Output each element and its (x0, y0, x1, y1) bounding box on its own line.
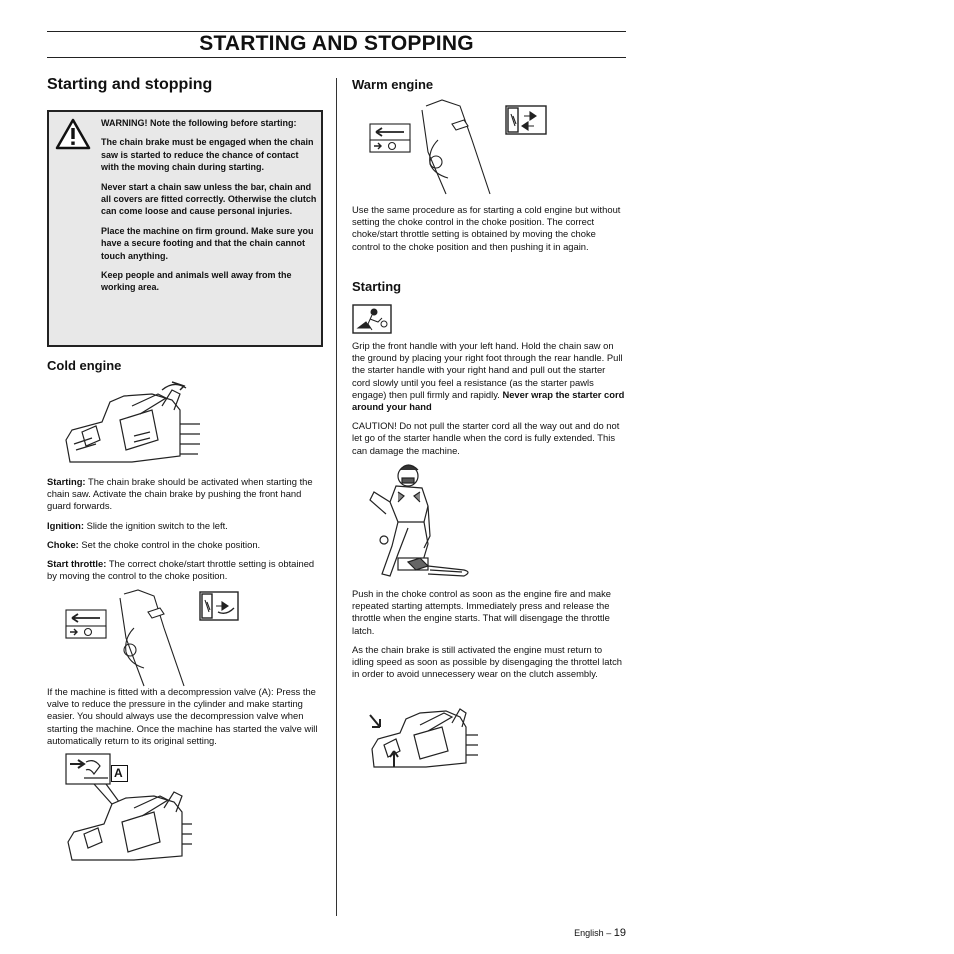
starting-text-block (352, 340, 626, 464)
starting-warning-bold: Never wrap the starter cord around your hand (352, 388, 625, 413)
person-starting-saw-illustration (368, 462, 478, 582)
decompression-valve-illustration (64, 752, 192, 862)
starting-instructions: Grip the front handle with your left hand. Hold the chain saw on the ground by placing your right foot through the rear handle. Pull the starter handle with your right hand and pull out the starter cord slowly until you feel a resistance (as the starter pawls engage) then pull firmly and rapidly. (352, 340, 623, 400)
warm-choke-illustration (368, 96, 550, 196)
callout-a-label: A (114, 766, 123, 780)
warm-engine-title: Warm engine (352, 77, 434, 92)
chain-brake-text: As the chain brake is still activated the engine must return to idling speed as soon as possible by disengaging the throttel latch in order to avoid unnecessery wear on the clutch assembly. (352, 643, 622, 680)
warning-item: The chain brake must be engaged when the chain saw is started to reduce the chance of contact with the moving chain during starting. (101, 137, 314, 173)
start-throttle-label: Start throttle: (47, 558, 107, 570)
cold-engine-title: Cold engine (47, 358, 122, 373)
decompression-text: If the machine is fitted with a decompression valve (A): Press the valve to reduce the pressure in the cylinder and make starting easier. You should always use the decompression valve when starting the machine. Once the machine has started the valve will automatically return to its original setting. (47, 686, 318, 746)
footer-separator: – (606, 928, 612, 938)
page-title: STARTING AND STOPPING (199, 32, 474, 55)
push-in-text: Push in the choke control as soon as the engine fire and make repeated starting attempts. Immediately press and release the throttle when the engine starts. That will disengage the throttle latch. (352, 588, 612, 636)
ignition-label: Ignition: (47, 519, 84, 531)
starting-text: The chain brake should be activated when starting the chain saw. Activate the chain brake by pushing the front hand guard forwards. (47, 476, 313, 512)
after-start-text (352, 588, 626, 687)
page-number: 19 (613, 927, 626, 939)
column-divider (336, 78, 337, 916)
choke-text: Set the choke control in the choke position. (81, 538, 261, 550)
warning-item: Keep people and animals well away from the working area. (101, 270, 292, 293)
warning-item: Place the machine on firm ground. Make sure you have a secure footing and that the chain cannot touch anything. (101, 225, 314, 261)
ignition-text: Slide the ignition switch to the left. (86, 519, 228, 531)
warning-lead: WARNING! Note the following before starting: (101, 118, 297, 128)
cold-engine-text (47, 476, 319, 589)
warning-box (47, 110, 323, 347)
footer-language: English (574, 928, 604, 938)
starting-symbol-icon (352, 304, 392, 334)
choke-label: Choke: (47, 538, 79, 550)
section-title: Starting and stopping (47, 76, 213, 93)
starting-title: Starting (352, 279, 402, 294)
warning-item: Never start a chain saw unless the bar, chain and all covers are fitted correctly. Otherwise the clutch can come loose and cause personal injuries. (101, 181, 317, 217)
header-bottom-rule (47, 57, 626, 58)
throttle-latch-illustration (368, 705, 478, 771)
caution-text: CAUTION! Do not pull the starter cord all the way out and do not let go of the starter handle when the cord is fully extended. This can damage the machine. (352, 420, 620, 456)
start-throttle-text: The correct choke/start throttle setting is obtained by moving the control to the choke position. (47, 558, 315, 582)
warm-engine-text: Use the same procedure as for starting a cold engine but without setting the choke control in the choke position. The correct choke/start throttle setting is obtained by moving the choke control to the choke position and then pushing it in again. (352, 204, 621, 252)
warning-triangle-icon (55, 118, 91, 155)
chainsaw-brake-illustration (62, 380, 202, 468)
page-footer (574, 927, 626, 939)
starting-label: Starting: (47, 476, 86, 487)
choke-control-illustration (64, 588, 242, 688)
warning-text (101, 117, 317, 301)
